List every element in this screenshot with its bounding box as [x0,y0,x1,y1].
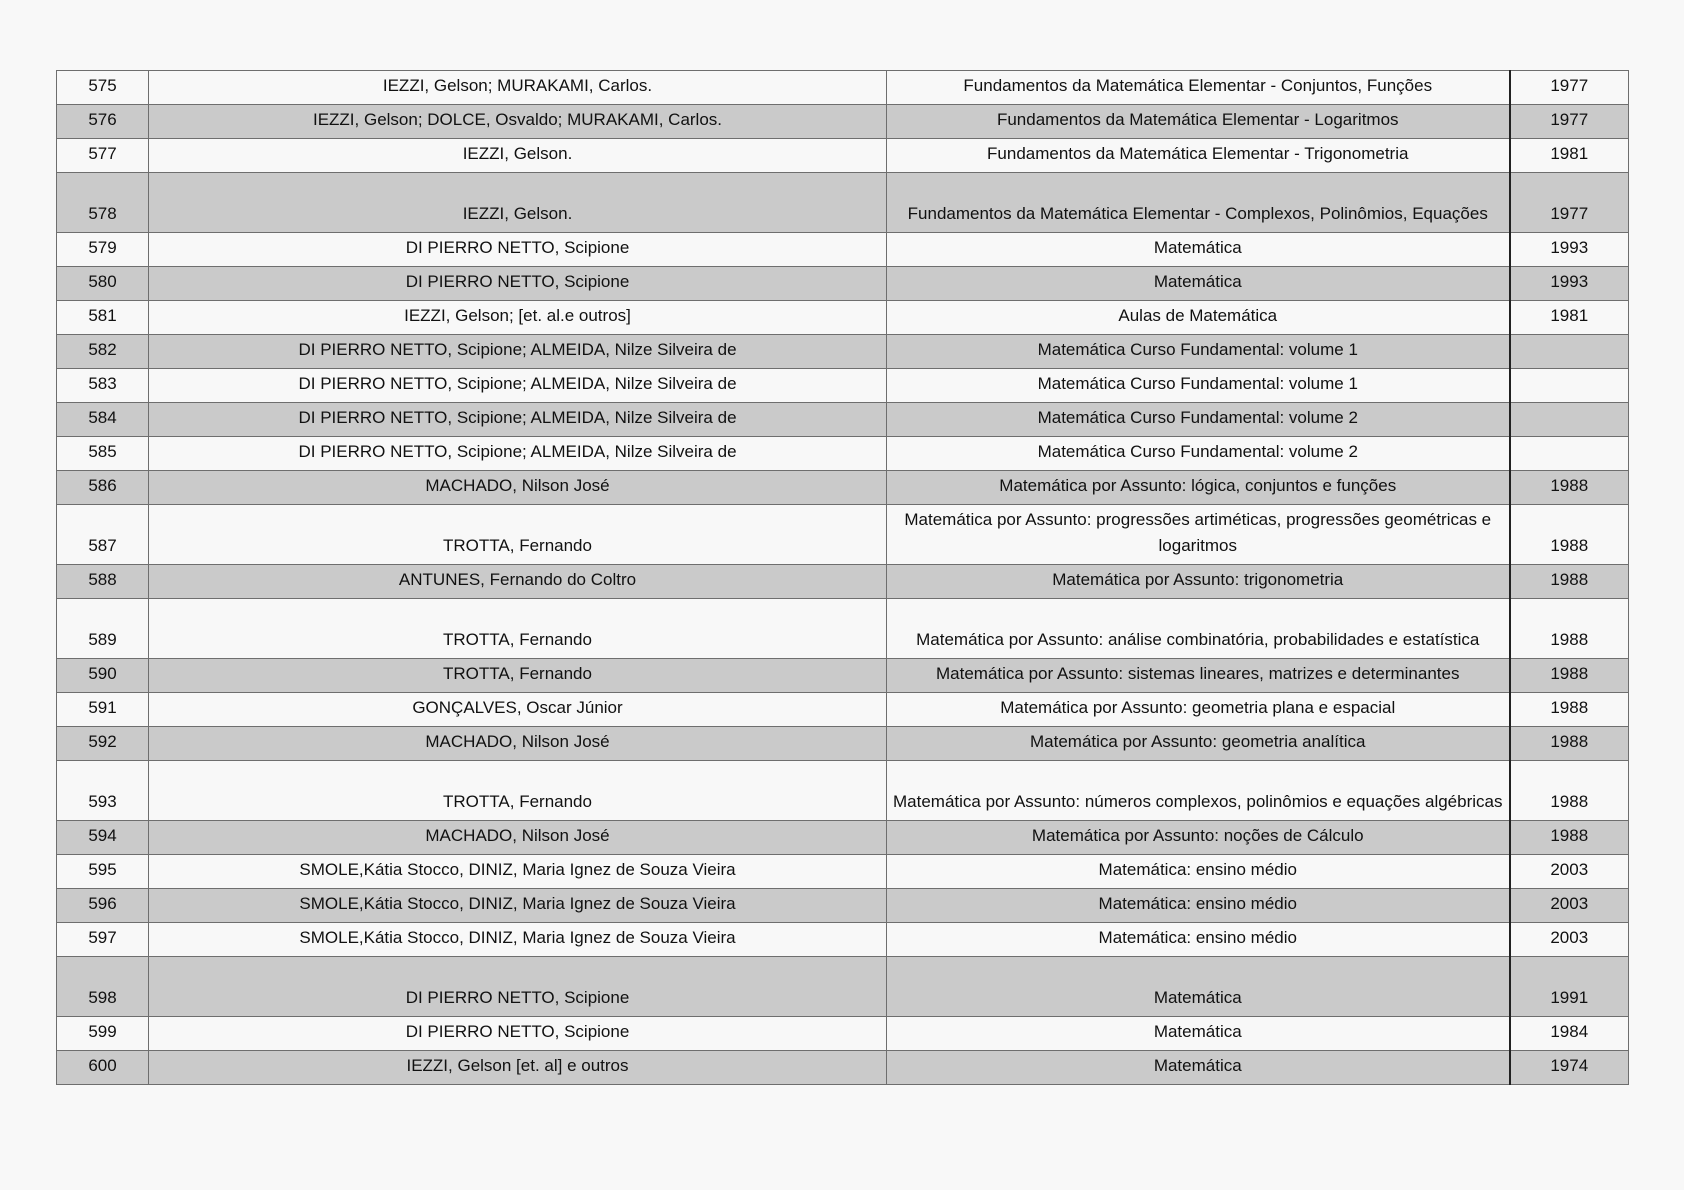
year-cell: 1993 [1510,267,1629,301]
record-number-cell: 594 [57,821,149,855]
title-cell: Matemática [887,1017,1510,1051]
title-cell: Matemática: ensino médio [887,923,1510,957]
year-cell: 2003 [1510,923,1629,957]
author-cell: TROTTA, Fernando [149,761,887,821]
author-cell: MACHADO, Nilson José [149,471,887,505]
record-number-cell: 598 [57,957,149,1017]
table-row [57,267,1629,301]
year-cell: 1993 [1510,233,1629,267]
record-number-cell: 586 [57,471,149,505]
record-number-cell: 593 [57,761,149,821]
record-number-cell: 588 [57,565,149,599]
author-cell: TROTTA, Fernando [149,659,887,693]
table-row [57,301,1629,335]
title-cell: Matemática Curso Fundamental: volume 2 [887,437,1510,471]
book-catalog-table [56,70,1629,1085]
title-cell: Matemática por Assunto: trigonometria [887,565,1510,599]
year-cell: 1977 [1510,105,1629,139]
record-number-cell: 591 [57,693,149,727]
year-cell [1510,335,1629,369]
record-number-cell: 587 [57,505,149,565]
year-cell: 1988 [1510,727,1629,761]
record-number-cell: 596 [57,889,149,923]
year-cell: 2003 [1510,855,1629,889]
title-cell: Aulas de Matemática [887,301,1510,335]
author-cell: TROTTA, Fernando [149,505,887,565]
year-cell: 2003 [1510,889,1629,923]
table-row [57,889,1629,923]
author-cell: TROTTA, Fernando [149,599,887,659]
title-cell: Matemática Curso Fundamental: volume 1 [887,369,1510,403]
author-cell: DI PIERRO NETTO, Scipione [149,233,887,267]
record-number-cell: 590 [57,659,149,693]
record-number-cell: 581 [57,301,149,335]
record-number-cell: 592 [57,727,149,761]
year-cell: 1988 [1510,821,1629,855]
table-row [57,957,1629,1017]
author-cell: MACHADO, Nilson José [149,821,887,855]
record-number-cell: 580 [57,267,149,301]
year-cell: 1991 [1510,957,1629,1017]
year-cell: 1988 [1510,505,1629,565]
year-cell [1510,437,1629,471]
year-cell: 1988 [1510,599,1629,659]
title-cell: Fundamentos da Matemática Elementar - Logaritmos [887,105,1510,139]
year-cell: 1974 [1510,1051,1629,1085]
record-number-cell: 599 [57,1017,149,1051]
record-number-cell: 579 [57,233,149,267]
title-cell: Matemática por Assunto: análise combinatória, probabilidades e estatística [887,599,1510,659]
record-number-cell: 582 [57,335,149,369]
author-cell: SMOLE,Kátia Stocco, DINIZ, Maria Ignez de Souza Vieira [149,889,887,923]
author-cell: IEZZI, Gelson; DOLCE, Osvaldo; MURAKAMI, Carlos. [149,105,887,139]
record-number-cell: 584 [57,403,149,437]
title-cell: Matemática [887,233,1510,267]
year-cell: 1988 [1510,693,1629,727]
author-cell: DI PIERRO NETTO, Scipione; ALMEIDA, Nilze Silveira de [149,437,887,471]
title-cell: Matemática: ensino médio [887,889,1510,923]
title-cell: Matemática por Assunto: geometria analítica [887,727,1510,761]
table-row [57,471,1629,505]
year-cell [1510,403,1629,437]
author-cell: IEZZI, Gelson; [et. al.e outros] [149,301,887,335]
record-number-cell: 595 [57,855,149,889]
author-cell: IEZZI, Gelson [et. al] e outros [149,1051,887,1085]
author-cell: IEZZI, Gelson. [149,139,887,173]
table-row [57,105,1629,139]
table-row [57,437,1629,471]
title-cell: Matemática por Assunto: sistemas lineares, matrizes e determinantes [887,659,1510,693]
title-cell: Matemática [887,267,1510,301]
author-cell: DI PIERRO NETTO, Scipione; ALMEIDA, Nilze Silveira de [149,335,887,369]
record-number-cell: 578 [57,173,149,233]
table-row [57,71,1629,105]
table-row [57,821,1629,855]
table-row [57,335,1629,369]
table-row [57,659,1629,693]
author-cell: DI PIERRO NETTO, Scipione [149,267,887,301]
table-row [57,505,1629,565]
title-cell: Matemática [887,1051,1510,1085]
table-row [57,233,1629,267]
author-cell: DI PIERRO NETTO, Scipione [149,957,887,1017]
year-cell: 1988 [1510,471,1629,505]
table-row [57,1051,1629,1085]
table-row [57,565,1629,599]
title-cell: Matemática por Assunto: lógica, conjuntos e funções [887,471,1510,505]
author-cell: GONÇALVES, Oscar Júnior [149,693,887,727]
year-cell: 1984 [1510,1017,1629,1051]
title-cell: Matemática por Assunto: progressões artiméticas, progressões geométricas e logaritmos [887,505,1510,565]
title-cell: Fundamentos da Matemática Elementar - Trigonometria [887,139,1510,173]
title-cell: Matemática Curso Fundamental: volume 2 [887,403,1510,437]
author-cell: SMOLE,Kátia Stocco, DINIZ, Maria Ignez de Souza Vieira [149,855,887,889]
year-cell: 1988 [1510,565,1629,599]
record-number-cell: 600 [57,1051,149,1085]
record-number-cell: 575 [57,71,149,105]
author-cell: DI PIERRO NETTO, Scipione; ALMEIDA, Nilze Silveira de [149,403,887,437]
year-cell: 1977 [1510,71,1629,105]
author-cell: ANTUNES, Fernando do Coltro [149,565,887,599]
title-cell: Fundamentos da Matemática Elementar - Conjuntos, Funções [887,71,1510,105]
table-row [57,923,1629,957]
year-cell: 1988 [1510,761,1629,821]
record-number-cell: 583 [57,369,149,403]
title-cell: Matemática por Assunto: noções de Cálculo [887,821,1510,855]
author-cell: IEZZI, Gelson. [149,173,887,233]
table-row [57,727,1629,761]
title-cell: Fundamentos da Matemática Elementar - Complexos, Polinômios, Equações [887,173,1510,233]
record-number-cell: 597 [57,923,149,957]
record-number-cell: 585 [57,437,149,471]
record-number-cell: 589 [57,599,149,659]
table-row [57,599,1629,659]
table-row [57,369,1629,403]
table-row [57,855,1629,889]
record-number-cell: 576 [57,105,149,139]
table-row [57,761,1629,821]
table-row [57,1017,1629,1051]
catalog-body [57,71,1629,1085]
table-row [57,403,1629,437]
year-cell: 1981 [1510,139,1629,173]
year-cell: 1981 [1510,301,1629,335]
year-cell: 1988 [1510,659,1629,693]
record-number-cell: 577 [57,139,149,173]
author-cell: DI PIERRO NETTO, Scipione [149,1017,887,1051]
title-cell: Matemática por Assunto: números complexos, polinômios e equações algébricas [887,761,1510,821]
title-cell: Matemática por Assunto: geometria plana e espacial [887,693,1510,727]
table-row [57,173,1629,233]
title-cell: Matemática: ensino médio [887,855,1510,889]
year-cell [1510,369,1629,403]
title-cell: Matemática [887,957,1510,1017]
author-cell: MACHADO, Nilson José [149,727,887,761]
author-cell: SMOLE,Kátia Stocco, DINIZ, Maria Ignez de Souza Vieira [149,923,887,957]
table-row [57,139,1629,173]
year-cell: 1977 [1510,173,1629,233]
title-cell: Matemática Curso Fundamental: volume 1 [887,335,1510,369]
table-row [57,693,1629,727]
author-cell: DI PIERRO NETTO, Scipione; ALMEIDA, Nilze Silveira de [149,369,887,403]
author-cell: IEZZI, Gelson; MURAKAMI, Carlos. [149,71,887,105]
